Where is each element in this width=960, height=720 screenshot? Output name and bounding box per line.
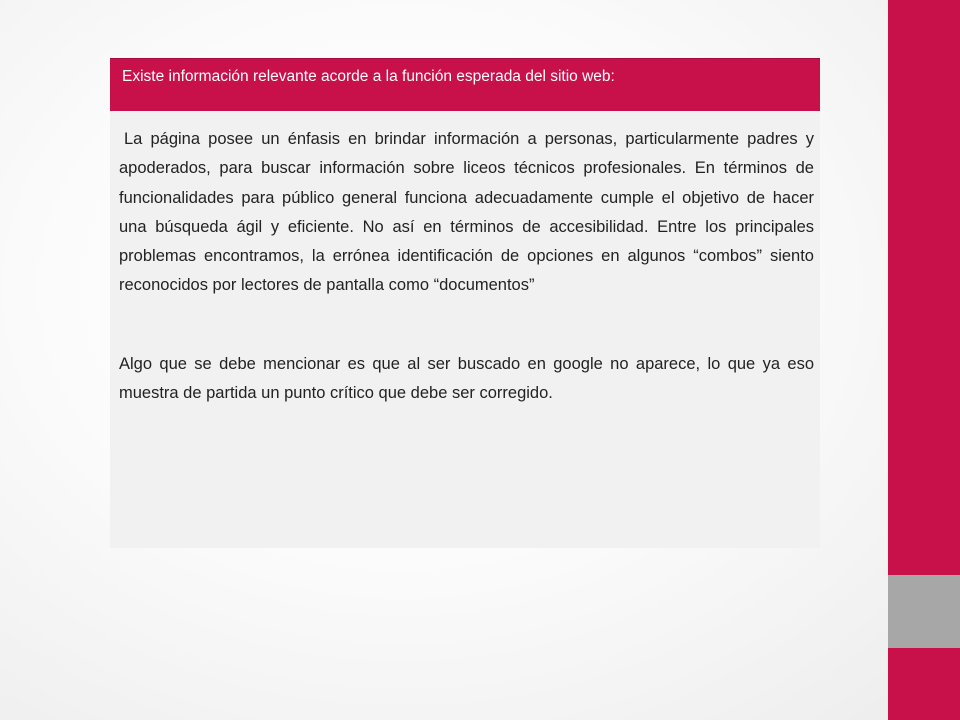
body-paragraph-1: La página posee un énfasis en brindar información a personas, particularmente padres y apoderados, para buscar información sobre liceos técnicos profesionales. En términos de funcionalidades para público general funciona adecuadamente cumple el objetivo de hacer una búsqueda ágil y eficiente. No así en términos de accesibilidad. Entre los principales problemas encontramos, la errónea identificación de opciones en algunos “combos” siento reconocidos por lectores de pantalla como “documentos” <box>119 130 814 295</box>
card-body <box>110 111 820 548</box>
accent-bar-top <box>888 0 960 575</box>
card-header: Existe información relevante acorde a la función esperada del sitio web: <box>110 58 820 111</box>
accent-bar-bottom <box>888 648 960 720</box>
accent-bar-middle <box>888 575 960 648</box>
content-card <box>110 58 820 548</box>
body-paragraph-2: Algo que se debe mencionar es que al ser buscado en google no aparece, lo que ya eso muestra de partida un punto crítico que debe ser corregido. <box>119 354 814 403</box>
